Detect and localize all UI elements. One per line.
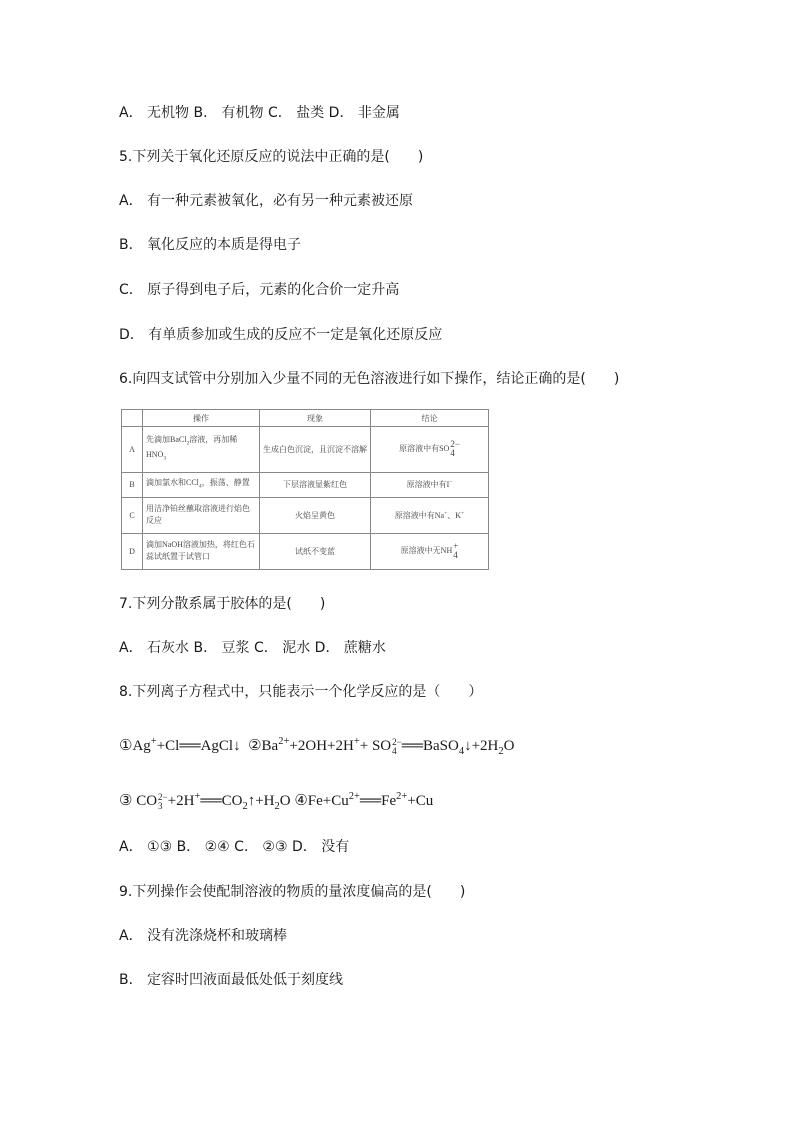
q5-option-d: D． 有单质参加或生成的反应不一定是氧化还原反应	[119, 327, 443, 343]
q9-option-b: B． 定容时凹液面最低处低于刻度线	[119, 972, 344, 988]
row-conclusion: 原溶液中无NH + 4	[371, 533, 489, 569]
q7-stem: 7.下列分散系属于胶体的是( )	[119, 596, 326, 612]
row-key: C	[122, 497, 143, 533]
q6-stem: 6.向四支试管中分别加入少量不同的无色溶液进行如下操作，结论正确的是( )	[119, 371, 620, 387]
header-conclusion: 结论	[371, 410, 489, 427]
row-operation: 滴加NaOH溶液加热，将红色石蕊试纸置于试管口	[143, 533, 260, 569]
q5-option-a: A． 有一种元素被氧化，必有另一种元素被还原	[119, 193, 414, 209]
q5-stem: 5.下列关于氧化还原反应的说法中正确的是( )	[119, 149, 424, 165]
table-row	[122, 497, 489, 533]
table-row	[122, 533, 489, 569]
q8-equations-line-2: ③ CO 2− 3 $+2H^+══CO_2↑+H_2O$ $④Fe+Cu^{2+}══Fe^{2+}+Cu$	[119, 791, 434, 812]
q9-stem: 9.下列操作会使配制溶液的物质的量浓度偏高的是( )	[119, 884, 466, 900]
row-phenomenon: 下层溶液显紫红色	[260, 472, 371, 497]
row-key: A	[122, 427, 143, 473]
table-row	[122, 472, 489, 497]
row-key: D	[122, 533, 143, 569]
row-conclusion: 原溶液中有SO 2− 4	[371, 427, 489, 473]
row-phenomenon: 试纸不变蓝	[260, 533, 371, 569]
row-operation: 滴加氯水和CCl$_4$，振荡、静置	[143, 472, 260, 497]
q4-options: A． 无机物 B． 有机物 C． 盐类 D． 非金属	[119, 105, 400, 121]
q8-equations-line-1: ①Ag++Cl══AgCl↓ $②Ba^{2+}+2OH+2H^++$ SO 2− 4 $══BaSO_4↓+2H_2O$	[119, 736, 515, 757]
row-operation: 用洁净铂丝蘸取溶液进行焰色反应	[143, 497, 260, 533]
q8-stem: 8.下列离子方程式中，只能表示一个化学反应的是（ ）	[119, 684, 483, 700]
row-phenomenon: 火焰呈黄色	[260, 497, 371, 533]
q6-experiment-table	[121, 409, 489, 570]
table-row	[122, 427, 489, 473]
row-key: B	[122, 472, 143, 497]
table-corner-cell	[122, 410, 143, 427]
row-operation: 先滴加BaCl$_2$溶液，再加稀 $HNO_3$	[143, 427, 260, 473]
row-conclusion: 原溶液中有Na+、K+	[371, 497, 489, 533]
header-operation: 操作	[143, 410, 260, 427]
header-phenomenon: 现象	[260, 410, 371, 427]
table-header-row	[122, 410, 489, 427]
q5-option-c: C． 原子得到电子后，元素的化合价一定升高	[119, 282, 400, 298]
row-conclusion: 原溶液中有I−	[371, 472, 489, 497]
q5-option-b: B． 氧化反应的本质是得电子	[119, 237, 302, 253]
q7-options: A． 石灰水 B． 豆浆 C． 泥水 D． 蔗糖水	[119, 640, 386, 656]
q8-options: A． ①③ B． ②④ C． ②③ D． 没有	[119, 839, 350, 855]
row-phenomenon: 生成白色沉淀，且沉淀不溶解	[260, 427, 371, 473]
q9-option-a: A． 没有洗涤烧杯和玻璃棒	[119, 928, 288, 944]
